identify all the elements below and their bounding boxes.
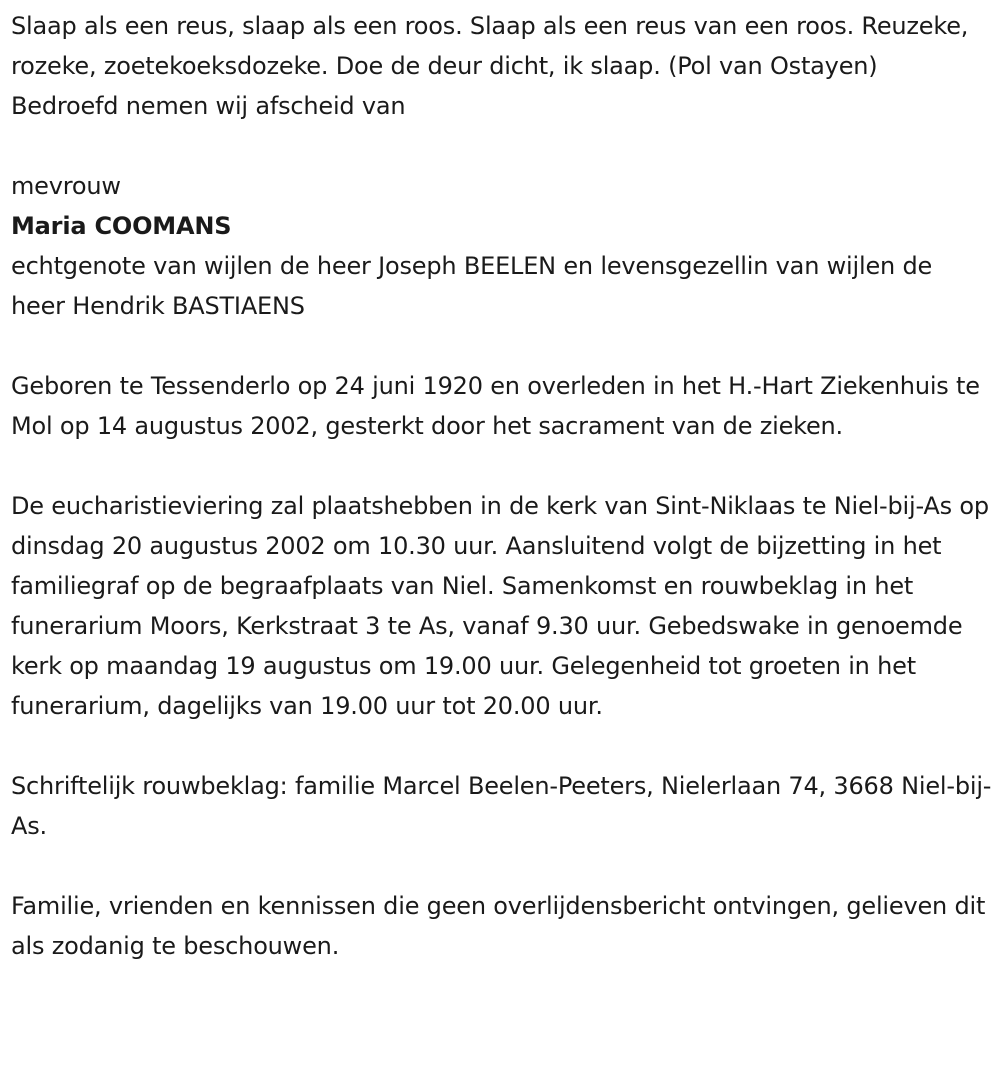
spacer xyxy=(11,846,992,886)
ceremony-paragraph: De eucharistieviering zal plaatshebben in de kerk van Sint-Niklaas te Niel-bij-As op dinsdag 20 augustus 2002 om 10.30 uur. Aansluitend volgt de bijzetting in het familiegraf op de begraafplaats van Niel. Samenkomst en rouwbeklag in het funerarium Moors, Kerkstraat 3 te As, vanaf 9.30 uur. Gebedswake in genoemde kerk op maandag 19 augustus om 19.00 uur. Gelegenheid tot groeten in het funerarium, dagelijks van 19.00 uur tot 20.00 uur. xyxy=(11,492,989,720)
condolence-address: Schriftelijk rouwbeklag: familie Marcel Beelen-Peeters, Nielerlaan 74, 3668 Niel-bij-As. xyxy=(11,772,992,840)
relation-text: echtgenote van wijlen de heer Joseph BEELEN en levensgezellin van wijlen de heer Hendrik BASTIAENS xyxy=(11,252,933,320)
spacer xyxy=(11,326,992,366)
spacer xyxy=(11,726,992,766)
birth-death-paragraph: Geboren te Tessenderlo op 24 juni 1920 en overleden in het H.-Hart Ziekenhuis te Mol op 14 augustus 2002, gesterkt door het sacrament van de zieken. xyxy=(11,372,980,440)
deceased-name: Maria COOMANS xyxy=(11,212,232,240)
opening-poem: Slaap als een reus, slaap als een roos. Slaap als een reus van een roos. Reuzeke, rozeke, zoetekoeksdozeke. Doe de deur dicht, ik slaap. (Pol van Ostayen) Bedroefd nemen wij afscheid van xyxy=(11,12,969,120)
honorific: mevrouw xyxy=(11,172,121,200)
closing-paragraph: Familie, vrienden en kennissen die geen overlijdensbericht ontvingen, gelieven dit als zodanig te beschouwen. xyxy=(11,892,986,960)
spacer xyxy=(11,446,992,486)
spacer xyxy=(11,126,992,166)
